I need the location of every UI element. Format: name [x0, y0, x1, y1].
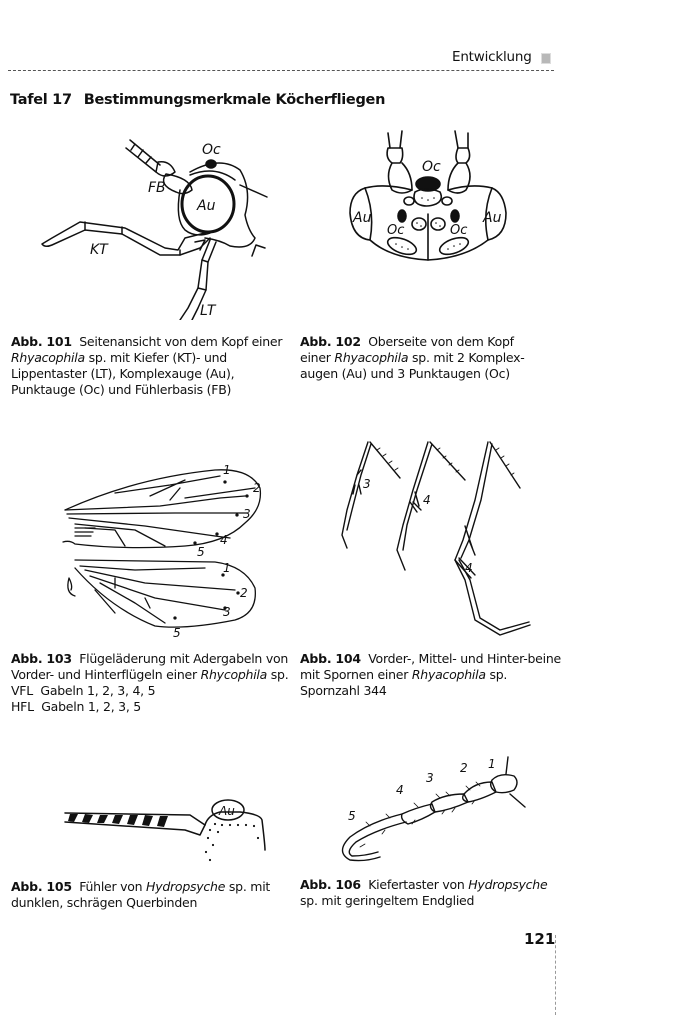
figure-104-illustration [325, 430, 535, 645]
hindwing-fork-3: 3 [223, 605, 231, 619]
label-au-left: Au [353, 210, 372, 226]
figure-106-illustration [330, 752, 530, 867]
caption-103-taxon: Rhycophila [200, 667, 268, 682]
caption-105-taxon: Hydropsyche [146, 879, 226, 894]
caption-102-text-end: sp. mit 2 Komplex-augen (Au) und 3 Punktaugen (Oc) [300, 350, 525, 381]
label-au-right: Au [483, 210, 502, 226]
caption-102-text: Oberseite von dem Kopf einer [300, 334, 514, 365]
running-head: Entwicklung [452, 49, 532, 65]
caption-102-number: Abb. 102 [300, 334, 361, 349]
label-au: Au [197, 198, 216, 214]
label-oc: Oc [202, 142, 221, 158]
palp-segment-3: 3 [426, 771, 434, 785]
page-edge-rule [555, 935, 556, 1015]
caption-101-text: Seitenansicht von dem Kopf einer [79, 334, 283, 349]
spur-count-hindleg: 4 [465, 561, 473, 575]
label-fb: FB [148, 180, 166, 196]
caption-101 [11, 334, 296, 398]
plate-number: Tafel 17 [10, 92, 72, 108]
caption-103-text-end: sp. [267, 667, 289, 682]
palp-segment-1: 1 [488, 757, 496, 771]
figure-102-illustration [340, 128, 515, 273]
forewing-fork-5: 5 [197, 545, 205, 559]
header-rule [8, 70, 554, 71]
forewing-fork-1: 1 [223, 463, 231, 477]
label-oc-left: Oc [387, 223, 405, 238]
forewing-fork-3: 3 [243, 507, 251, 521]
caption-105-text-end: sp. mit dunklen, schrägen Querbinden [11, 879, 271, 910]
spur-count-midleg: 4 [423, 493, 431, 507]
label-lt: LT [200, 303, 216, 319]
forewing-fork-4: 4 [220, 533, 228, 547]
figure-101-illustration [30, 130, 280, 320]
caption-101-number: Abb. 101 [11, 334, 72, 349]
caption-104 [300, 651, 565, 699]
caption-103-text: Flügeläderung mit Adergabeln von Vorder- und Hinterflügeln einer [11, 651, 289, 682]
plate-heading: Bestimmungsmerkmale Köcherfliegen [83, 92, 386, 108]
caption-105-text: Fühler von [79, 879, 147, 894]
caption-102 [300, 334, 545, 382]
caption-106 [300, 877, 565, 909]
caption-106-text-end: sp. mit geringeltem Endglied [300, 893, 475, 908]
caption-103-forewing-forks: VFL Gabeln 1, 2, 3, 4, 5 [11, 683, 156, 698]
caption-104-taxon: Rhyacophila [411, 667, 486, 682]
caption-103 [11, 651, 296, 715]
hindwing-fork-2: 2 [240, 586, 248, 600]
label-kt: KT [90, 242, 108, 258]
chapter-marker-icon [541, 53, 551, 64]
caption-104-number: Abb. 104 [300, 651, 361, 666]
caption-104-text: Vorder-, Mittel- und Hinter-beine mit Spornen einer [300, 651, 561, 682]
caption-104-text-end: sp. [485, 667, 508, 682]
hindwing-fork-1: 1 [223, 561, 231, 575]
caption-104-spur-formula: Spornzahl 344 [300, 683, 387, 698]
caption-103-hindwing-forks: HFL Gabeln 1, 2, 3, 5 [11, 699, 141, 714]
label-au: Au [219, 804, 235, 818]
caption-106-text: Kiefertaster von [368, 877, 469, 892]
label-oc-right: Oc [450, 223, 468, 238]
forewing-fork-2: 2 [253, 481, 261, 495]
caption-102-taxon: Rhyacophila [334, 350, 409, 365]
caption-105 [11, 879, 281, 911]
spur-count-foreleg: 3 [363, 477, 371, 491]
hindwing-fork-5: 5 [173, 626, 181, 640]
palp-segment-5: 5 [348, 809, 356, 823]
caption-105-number: Abb. 105 [11, 879, 72, 894]
palp-segment-4: 4 [396, 783, 404, 797]
palp-segment-2: 2 [460, 761, 468, 775]
caption-106-taxon: Hydropsyche [468, 877, 548, 892]
page-number: 121 [524, 930, 556, 948]
caption-101-taxon: Rhyacophila [11, 350, 85, 365]
caption-103-number: Abb. 103 [11, 651, 72, 666]
figure-103-illustration [55, 458, 280, 643]
label-oc-median: Oc [422, 159, 441, 175]
figure-105-illustration [60, 790, 280, 870]
plate-title [10, 92, 385, 108]
caption-101-text-end: sp. mit Kiefer (KT)- und Lippentaster (LT), Komplexauge (Au), Punktauge (Oc) und Fühlerbasis (FB) [11, 350, 235, 397]
caption-106-number: Abb. 106 [300, 877, 361, 892]
